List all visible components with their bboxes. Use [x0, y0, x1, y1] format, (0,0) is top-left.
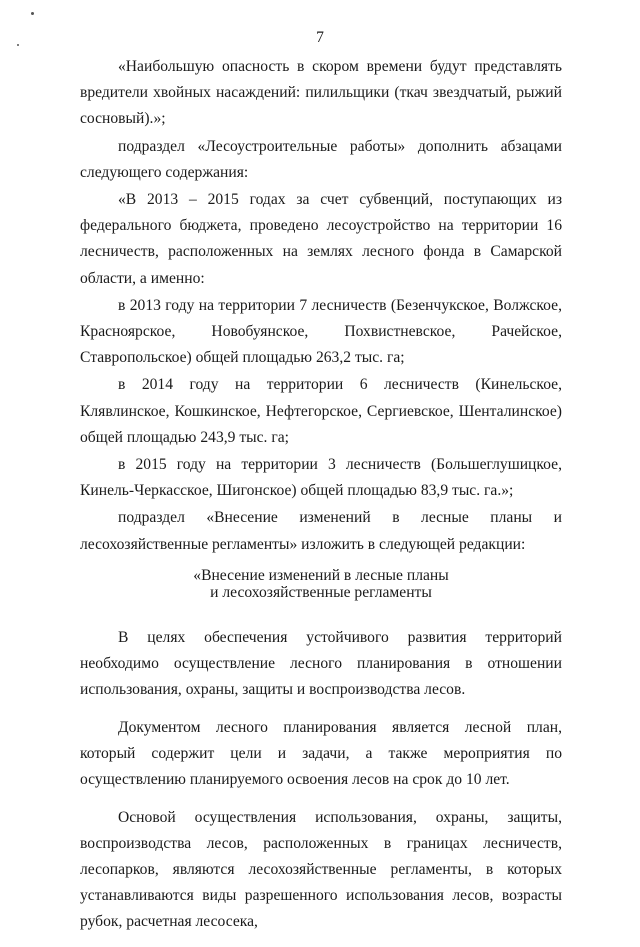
- paragraph: В целях обеспечения устойчивого развития территорий необходимо осуществление лесного планирования в отношении использования, охраны, защиты и воспроизводства лесов.: [80, 628, 562, 698]
- paragraph: в 2014 году на территории 6 лесничеств (Кинельское, Клявлинское, Кошкинское, Нефтегорское, Сергиевское, Шенталинское) общей площадью 243,9 тыс. га;: [80, 376, 562, 446]
- paragraph: подраздел «Внесение изменений в лесные планы и лесохозяйственные регламенты» изложить в следующей редакции:: [80, 509, 562, 553]
- paragraph: «В 2013 – 2015 годах за счет субвенций, поступающих из федерального бюджета, проведено лесоустройство на территории 16 лесничеств, расположенных на землях лесного фонда в Самарской области, а именно:: [80, 191, 562, 287]
- section-body: [80, 625, 562, 935]
- page-number: 7: [316, 29, 324, 46]
- paragraph: подраздел «Лесоустроительные работы» дополнить абзацами следующего содержания:: [80, 137, 562, 181]
- section-heading: [80, 567, 562, 601]
- paragraph: Основой осуществления использования, охраны, защиты, воспроизводства лесов, расположенных в границах лесничеств, лесопарков, являются лесохозяйственные регламенты, в которых устанавливаются виды разрешенного использования лесов, возрасты рубок, расчетная лесосека,: [80, 808, 562, 930]
- body-text: [80, 54, 562, 947]
- paragraph: в 2015 году на территории 3 лесничеств (Большеглушицкое, Кинель-Черкасское, Шигонское) общей площадью 83,9 тыс. га.»;: [80, 456, 562, 500]
- section-heading-line: «Внесение изменений в лесные планы: [193, 566, 449, 584]
- section-heading-line: и лесохозяйственные регламенты: [210, 583, 432, 601]
- scan-speck: [31, 12, 34, 15]
- paragraph: Документом лесного планирования является лесной план, который содержит цели и задачи, а также мероприятия по осуществлению планируемого освоения лесов на срок до 10 лет.: [80, 718, 562, 788]
- paragraph: «Наибольшую опасность в скором времени будут представлять вредители хвойных насаждений: пилильщики (ткач звездчатый, рыжий сосновый).»;: [80, 58, 562, 128]
- paragraph: в 2013 году на территории 7 лесничеств (Безенчукское, Волжское, Красноярское, Новобуянское, Похвистневское, Рачейское, Ставропольское) общей площадью 263,2 тыс. га;: [80, 296, 562, 367]
